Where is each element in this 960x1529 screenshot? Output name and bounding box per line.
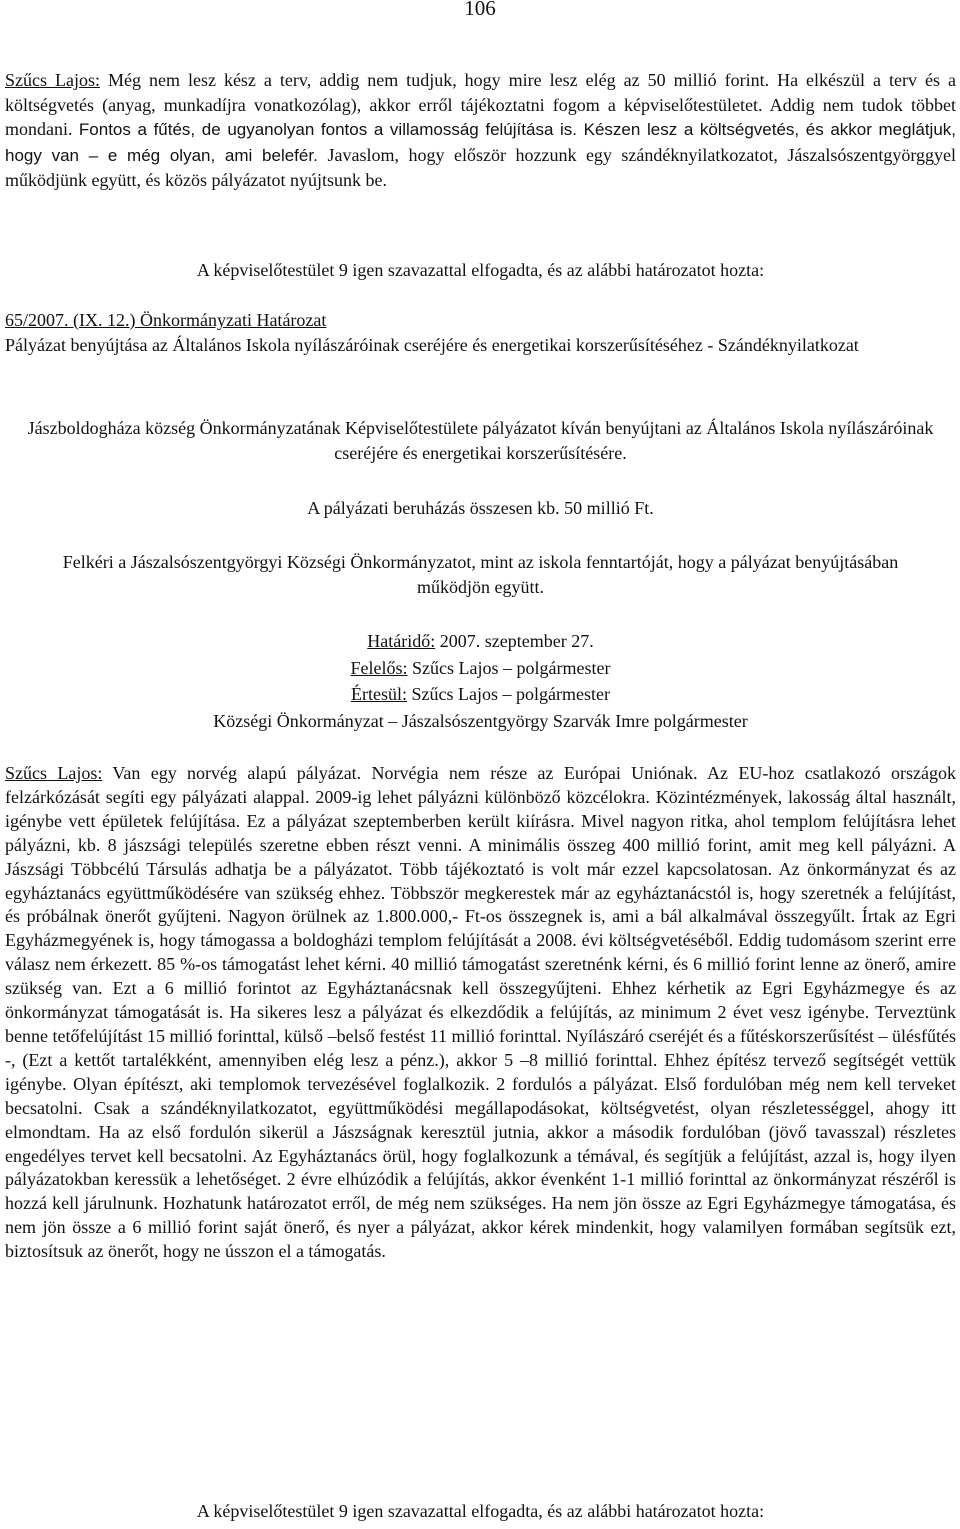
resolution-type: Önkormányzati Határozat <box>135 310 327 330</box>
speech-text-sans: Fontos a fűtés, de ugyanolyan fontos a villamosság felújítása is. Készen lesz a költségvetés, és akkor meglátjuk, hogy van – e még olyan, ami belefér. <box>5 120 957 165</box>
deadline-label: Határidő: <box>367 631 436 651</box>
responsible-label: Felelős: <box>350 657 408 678</box>
resolution-subject: Pályázat benyújtása az Általános Iskola nyílászáróinak cseréjére és energetikai korszerűsítéséhez - Szándéknyilatkozat <box>5 334 859 355</box>
resolution-footer <box>5 628 956 734</box>
speech-text: Még nem lesz kész a terv, addig nem tudjuk, hogy mire lesz elég az 50 millió forint. Ha elkészül a terv és a költségvetés (anyag, munkadíjra vonatkozólag), akkor erről tájékoztatni fogom a képviselőtestületet. Addig nem tudok többet mondani. <box>5 70 956 140</box>
responsible-value: Szűcs Lajos – polgármester <box>407 657 611 678</box>
speech-paragraph-2 <box>5 762 956 1264</box>
vote-result-1: A képviselőtestület 9 igen szavazattal elfogadta, és az alábbi határozatot hozta: <box>196 260 765 280</box>
speaker-name: Szűcs Lajos: <box>5 70 100 90</box>
vote-result-2: A képviselőtestület 9 igen szavazattal elfogadta, és az alábbi határozatot hozta: <box>196 1501 765 1521</box>
page-number: 106 <box>464 0 496 20</box>
notify-extra: Községi Önkormányzat – Jászalsószentgyörgy Szarvák Imre polgármester <box>213 710 748 731</box>
resolution-body-2: A pályázati beruházás összesen kb. 50 millió Ft. <box>307 498 654 518</box>
speech-text-end: Javaslom, hogy először hozzunk egy szándéknyilatkozatot, Jászalsószentgyörggyel működjünk együtt, és közös pályázatot nyújtsunk be. <box>5 144 956 191</box>
notify-value: Szűcs Lajos – polgármester <box>407 684 610 705</box>
resolution-header <box>5 308 956 357</box>
resolution-number: 65/2007. (IX. 12.) <box>5 310 136 330</box>
resolution-body-1: Jászboldogháza község Önkormányzatának Képviselőtestülete pályázatot kíván benyújtani az Általános Iskola nyílászáróinak cseréjére és energetikai korszerűsítésére. <box>27 418 934 463</box>
speech-text-2: Van egy norvég alapú pályázat. Norvégia nem része az Európai Uniónak. Az EU-hoz csatlakozó országok felzárkózását segíti egy pályázati alappal. 2009-ig lehet pályázni különböző közcélokra. Közintézmények, lakosság által használt, igénybe vett épületek felújítása. Ez a pályázat szeptemberben került kiírásra. Mivel nagyon ritka, ahol templom felújításra lehet pályázni, kb. 8 jászsági település szeretne ebben részt venni. A minimális összeg 400 millió forint, amit meg kell pályázni. A Jászsági Többcélú Társulás adhatja be a pályázatot. Több tájékoztató is volt már ezzel kapcsolatosan. Az önkormányzat és az egyháztanács együttműködésére van szükség ehhez. Többször megkerestek már az egyháztanácstól is, hogy szeretnék a felújítást, és próbálnak önerőt gyűjteni. Nagyon örülnek az 1.800.000,- Ft-os összegnek is, ami a bál alkalmával összegyűlt. Írtak az Egri Egyházmegyének is, hogy támogassa a boldogházi templom felújítását a 2008. évi költségvetéséből. Eddig tudomásom szerint erre válasz nem érkezett. 85 %-os támogatást lehet kérni. 40 millió támogatást szeretnénk kérni, és 6 millió forint lenne az önerő, amire szükség van. Ezt a 6 millió forintot az Egyháztanácsnak kell összegyűjteni. Ehhez kérhetik az Egri Egyházmegye és az önkormányzat támogatását is. Ha sikeres lesz a pályázat és elkezdődik a felújítás, az minimum 2 évet vesz igénybe. Terveztünk benne tetőfelújítást 15 millió forinttal, külső –belső festést 11 millió forinttal. Nyílászáró cseréjét és a fűtéskorszerűsítést – ülésfűtés -, (Ezt a kettőt tartalékként, amennyiben elég lesz a pénz.), akkor 5 –8 millió forinttal. Ehhez építész tervező segítségét vettük igénybe. Olyan építészt, aki templomok tervezésével foglalkozik. 2 fordulós a pályázat. Első fordulóban még nem kell terveket becsatolni. Csak a szándéknyilatkozatot, együttműködési megállapodásokat, költségvetést, olyan részletességgel, ahogy itt elmondtam. Ha az első fordulón sikerül a Jászságnak keresztül jutnia, akkor a második fordulóban (jövő tavasszal) részletes engedélyes tervet kell becsatolni. Az Egyháztanács örül, hogy foglalkozunk a témával, és segítjük a felújítást, azzal is, hogy ilyen pályázatokban keressük a lehetőséget. 2 évre elhúzódik a felújítás, akkor évenként 1-1 millió forinttal az önkormányzat részéről is hozzá kell járulnunk. Hozhatunk határozatot erről, de még nem szükséges. Ha nem jön össze az Egri Egyházmegye támogatása, és nem jön össze a 6 millió forint saját önerő, és nyer a pályázat, akkor kérek mindenkit, hogy valamilyen formában segítsük ezt, biztosítsuk az önerőt, hogy ne ússzon el a támogatás. <box>5 763 956 1262</box>
speaker-name-2: Szűcs Lajos: <box>5 763 103 783</box>
notify-label: Értesül: <box>351 684 408 705</box>
resolution-body-3: Felkéri a Jászalsószentgyörgyi Községi Önkormányzatot, mint az iskola fenntartóját, hogy a pályázat benyújtásában működjön együtt. <box>62 552 899 597</box>
deadline-value: 2007. szeptember 27. <box>435 631 594 651</box>
speech-paragraph-1 <box>5 68 956 193</box>
